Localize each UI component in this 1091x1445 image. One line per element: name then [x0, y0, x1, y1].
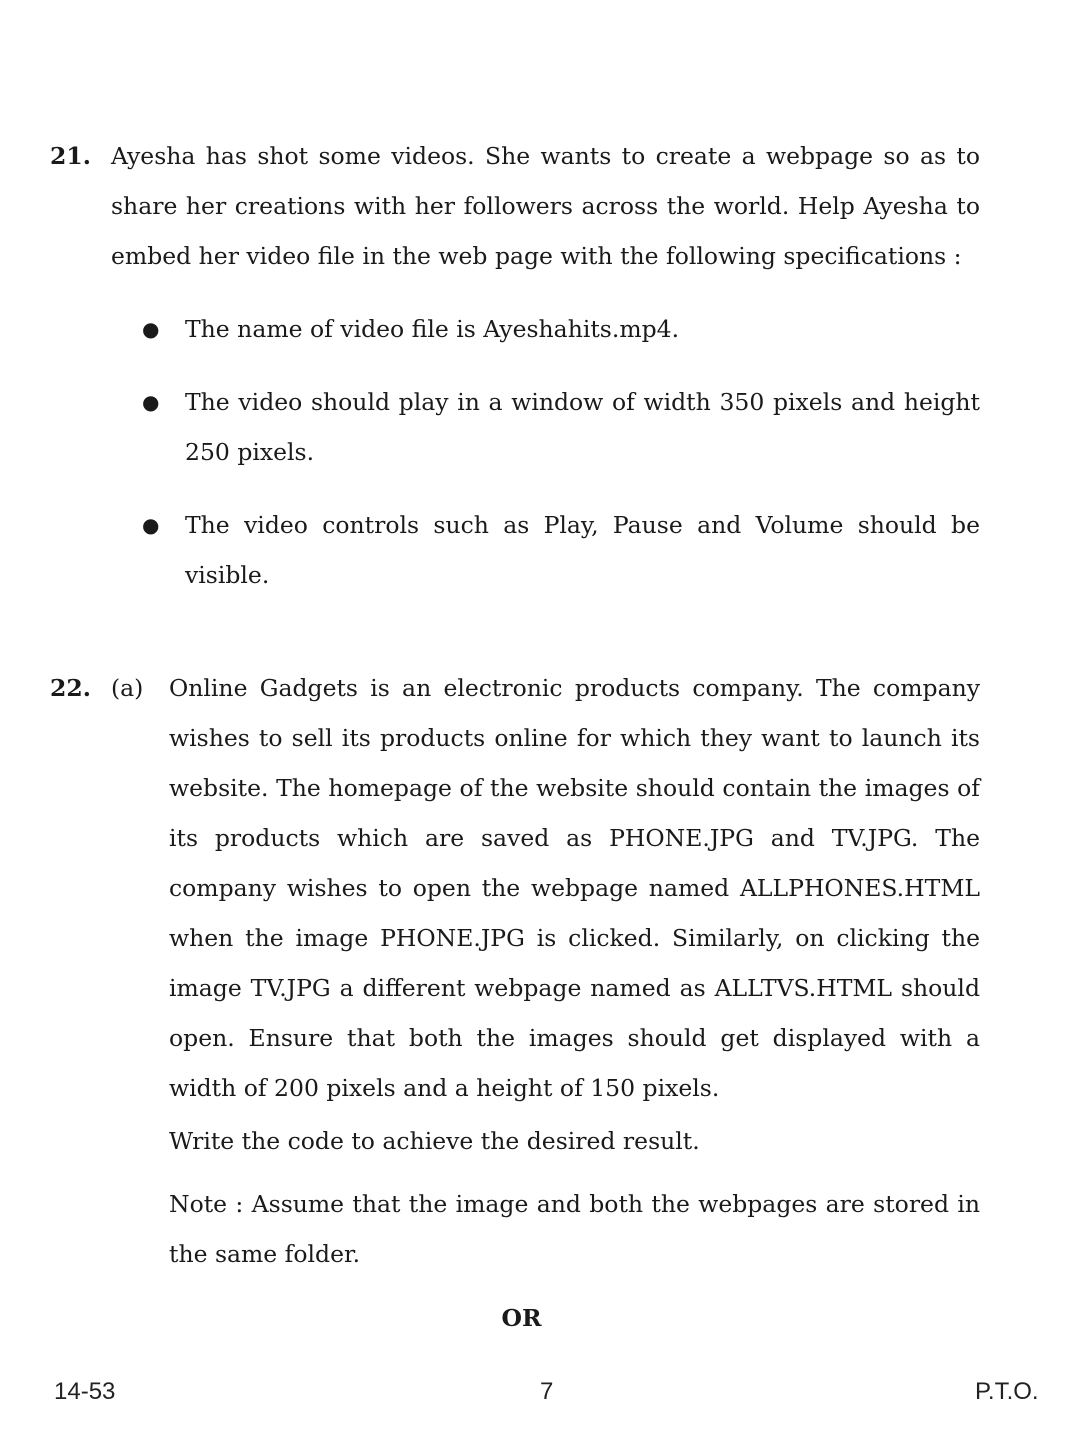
question-21-bullet-1: The name of video file is Ayeshahits.mp4.	[185, 315, 680, 343]
bullet-icon: ●	[142, 317, 160, 341]
question-21-number: 21.	[50, 142, 91, 170]
footer-code: 14-53	[54, 1378, 116, 1405]
question-22-number: 22.	[50, 674, 91, 702]
question-22-instruction: Write the code to achieve the desired result.	[169, 1127, 700, 1155]
question-21-bullet-3: The video controls such as Play, Pause and Volume should be visible.	[185, 511, 980, 589]
question-22-note: Note : Assume that the image and both the webpages are stored in the same folder.	[169, 1190, 980, 1268]
bullet-icon: ●	[142, 390, 160, 414]
footer-pto: P.T.O.	[975, 1378, 1039, 1405]
or-separator: OR	[501, 1304, 542, 1332]
question-21-bullet-2: The video should play in a window of width 350 pixels and height 250 pixels.	[185, 388, 980, 466]
question-22-part-label: (a)	[111, 674, 144, 702]
footer-page-number: 7	[540, 1378, 554, 1405]
question-22-text: Online Gadgets is an electronic products company. The company wishes to sell its products online for which they want to launch its website. The homepage of the website should contain the images of its products which are saved as PHONE.JPG and TV.JPG. The company wishes to open the webpage named ALLPHONES.HTML when the image PHONE.JPG is clicked. Similarly, on clicking the image TV.JPG a different webpage named as ALLTVS.HTML should open. Ensure that both the images should get displayed with a width of 200 pixels and a height of 150 pixels.	[169, 674, 980, 1102]
bullet-icon: ●	[142, 513, 160, 537]
question-21-text: Ayesha has shot some videos. She wants to create a webpage so as to share her creations with her followers across the world. Help Ayesha to embed her video file in the web page with the following specifications :	[111, 142, 980, 270]
